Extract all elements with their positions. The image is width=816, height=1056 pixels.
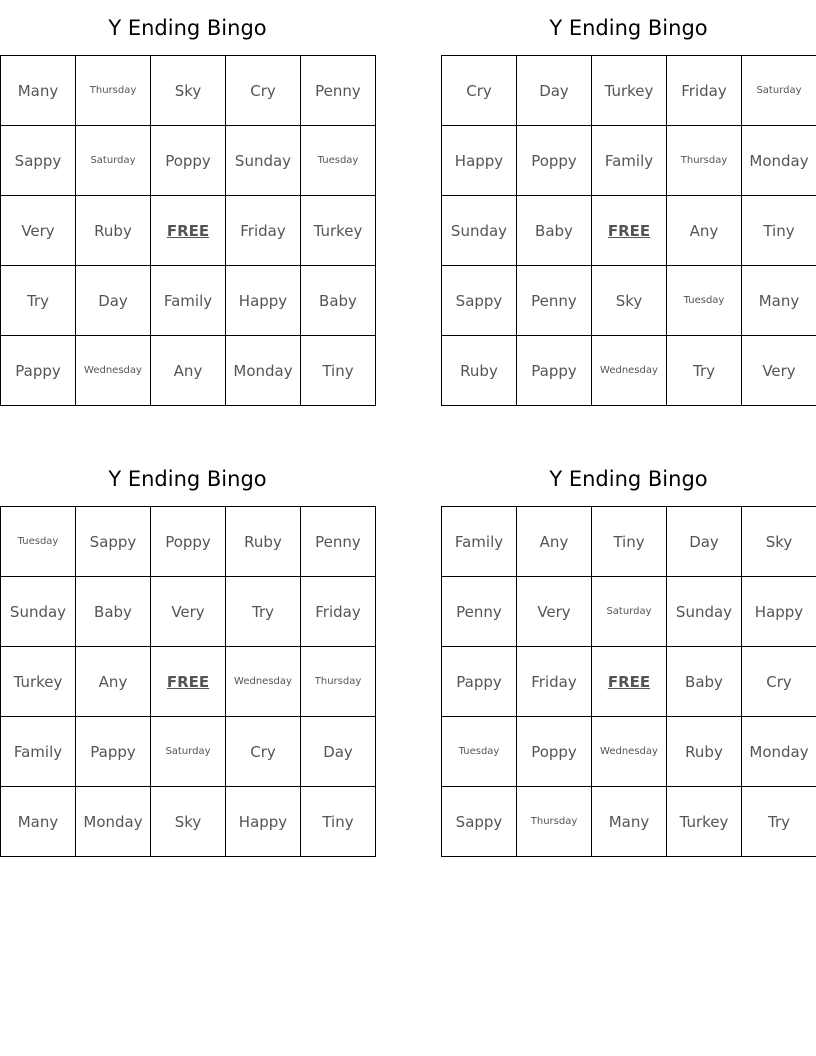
- bingo-cell: Ruby: [442, 336, 517, 406]
- bingo-cell: Cry: [742, 647, 816, 717]
- bingo-cell: Ruby: [76, 196, 151, 266]
- bingo-cell: Very: [1, 196, 76, 266]
- bingo-cell: Tuesday: [442, 717, 517, 787]
- bingo-cell: Wednesday: [76, 336, 151, 406]
- bingo-cell: Sappy: [76, 507, 151, 577]
- bingo-row: [1, 196, 376, 266]
- bingo-row: [442, 787, 816, 857]
- bingo-cell: Sappy: [442, 787, 517, 857]
- bingo-cell: Baby: [667, 647, 742, 717]
- free-space-cell: FREE: [592, 647, 667, 717]
- bingo-cell: Saturday: [592, 577, 667, 647]
- bingo-cell: Tuesday: [301, 126, 376, 196]
- bingo-cell: Try: [1, 266, 76, 336]
- bingo-cell: Thursday: [667, 126, 742, 196]
- bingo-cell: Tiny: [301, 787, 376, 857]
- bingo-row: [442, 577, 816, 647]
- bingo-row: [442, 336, 816, 406]
- bingo-cell: Very: [517, 577, 592, 647]
- card-title: Y Ending Bingo: [549, 467, 708, 491]
- bingo-cell: Ruby: [667, 717, 742, 787]
- bingo-cell: Wednesday: [592, 717, 667, 787]
- bingo-cell: Poppy: [517, 717, 592, 787]
- bingo-cell: Penny: [517, 266, 592, 336]
- bingo-cell: Try: [742, 787, 816, 857]
- bingo-cell: Thursday: [76, 56, 151, 126]
- free-space-cell: FREE: [151, 196, 226, 266]
- bingo-row: [1, 787, 376, 857]
- bingo-cell: Try: [667, 336, 742, 406]
- bingo-cell: Wednesday: [226, 647, 301, 717]
- bingo-cell: Sky: [151, 56, 226, 126]
- bingo-cell: Saturday: [742, 56, 816, 126]
- bingo-cell: Tuesday: [667, 266, 742, 336]
- bingo-row: [1, 507, 376, 577]
- bingo-cell: Happy: [742, 577, 816, 647]
- bingo-cell: Wednesday: [592, 336, 667, 406]
- bingo-cell: Many: [592, 787, 667, 857]
- bingo-row: [442, 507, 816, 577]
- bingo-cell: Family: [592, 126, 667, 196]
- bingo-cell: Monday: [742, 126, 816, 196]
- bingo-cell: Very: [151, 577, 226, 647]
- card-title: Y Ending Bingo: [549, 16, 708, 40]
- bingo-cell: Any: [667, 196, 742, 266]
- bingo-grid: [441, 506, 816, 857]
- bingo-cell: Happy: [226, 787, 301, 857]
- bingo-cell: Friday: [226, 196, 301, 266]
- bingo-cell: Saturday: [76, 126, 151, 196]
- bingo-cell: Poppy: [517, 126, 592, 196]
- bingo-card-4: [441, 451, 816, 857]
- bingo-row: [442, 717, 816, 787]
- bingo-card-2: [441, 0, 816, 406]
- bingo-cell: Any: [517, 507, 592, 577]
- card-title: Y Ending Bingo: [108, 16, 267, 40]
- bingo-cell: Tiny: [742, 196, 816, 266]
- bingo-cell: Friday: [517, 647, 592, 717]
- bingo-cell: Turkey: [667, 787, 742, 857]
- bingo-cell: Monday: [742, 717, 816, 787]
- bingo-cell: Sunday: [442, 196, 517, 266]
- bingo-cell: Sky: [151, 787, 226, 857]
- bingo-cell: Cry: [226, 56, 301, 126]
- bingo-cell: Day: [76, 266, 151, 336]
- bingo-cell: Sunday: [667, 577, 742, 647]
- free-space-cell: FREE: [592, 196, 667, 266]
- bingo-cell: Many: [1, 787, 76, 857]
- bingo-cell: Happy: [226, 266, 301, 336]
- card-title: Y Ending Bingo: [108, 467, 267, 491]
- bingo-cell: Turkey: [592, 56, 667, 126]
- bingo-cell: Sky: [742, 507, 816, 577]
- bingo-cell: Very: [742, 336, 816, 406]
- bingo-cell: Baby: [76, 577, 151, 647]
- bingo-cell: Pappy: [1, 336, 76, 406]
- bingo-cell: Turkey: [301, 196, 376, 266]
- bingo-cell: Penny: [301, 507, 376, 577]
- bingo-cell: Cry: [442, 56, 517, 126]
- bingo-cell: Sappy: [1, 126, 76, 196]
- bingo-grid: [0, 506, 376, 857]
- bingo-cell: Tuesday: [1, 507, 76, 577]
- bingo-cell: Thursday: [517, 787, 592, 857]
- bingo-cell: Day: [667, 507, 742, 577]
- bingo-card-3: [0, 451, 375, 857]
- bingo-cell: Friday: [667, 56, 742, 126]
- bingo-cell: Penny: [442, 577, 517, 647]
- bingo-cell: Pappy: [517, 336, 592, 406]
- bingo-row: [442, 56, 816, 126]
- bingo-row: [1, 717, 376, 787]
- bingo-cell: Cry: [226, 717, 301, 787]
- bingo-row: [442, 266, 816, 336]
- bingo-cell: Tiny: [301, 336, 376, 406]
- bingo-cell: Poppy: [151, 507, 226, 577]
- bingo-cell: Sunday: [226, 126, 301, 196]
- bingo-card-1: [0, 0, 375, 406]
- bingo-cell: Poppy: [151, 126, 226, 196]
- bingo-cell: Ruby: [226, 507, 301, 577]
- bingo-row: [1, 126, 376, 196]
- bingo-cell: Any: [76, 647, 151, 717]
- bingo-cell: Monday: [226, 336, 301, 406]
- bingo-cell: Happy: [442, 126, 517, 196]
- bingo-cell: Thursday: [301, 647, 376, 717]
- bingo-cell: Monday: [76, 787, 151, 857]
- bingo-cell: Day: [301, 717, 376, 787]
- bingo-cell: Sky: [592, 266, 667, 336]
- bingo-cell: Baby: [301, 266, 376, 336]
- bingo-row: [1, 577, 376, 647]
- bingo-cell: Sappy: [442, 266, 517, 336]
- bingo-cell: Baby: [517, 196, 592, 266]
- bingo-row: [1, 266, 376, 336]
- bingo-cell: Tiny: [592, 507, 667, 577]
- bingo-cell: Sunday: [1, 577, 76, 647]
- bingo-row: [1, 647, 376, 717]
- bingo-row: [442, 126, 816, 196]
- bingo-cell: Family: [1, 717, 76, 787]
- bingo-row: [442, 647, 816, 717]
- bingo-cell: Penny: [301, 56, 376, 126]
- bingo-row: [1, 56, 376, 126]
- free-space-cell: FREE: [151, 647, 226, 717]
- bingo-cell: Saturday: [151, 717, 226, 787]
- bingo-row: [442, 196, 816, 266]
- bingo-cell: Pappy: [442, 647, 517, 717]
- bingo-cell: Turkey: [1, 647, 76, 717]
- bingo-cell: Pappy: [76, 717, 151, 787]
- bingo-grid: [0, 55, 376, 406]
- bingo-grid: [441, 55, 816, 406]
- bingo-cell: Family: [442, 507, 517, 577]
- bingo-cell: Friday: [301, 577, 376, 647]
- bingo-cell: Many: [742, 266, 816, 336]
- bingo-cell: Family: [151, 266, 226, 336]
- bingo-cell: Try: [226, 577, 301, 647]
- bingo-cell: Many: [1, 56, 76, 126]
- bingo-cell: Any: [151, 336, 226, 406]
- bingo-cell: Day: [517, 56, 592, 126]
- bingo-row: [1, 336, 376, 406]
